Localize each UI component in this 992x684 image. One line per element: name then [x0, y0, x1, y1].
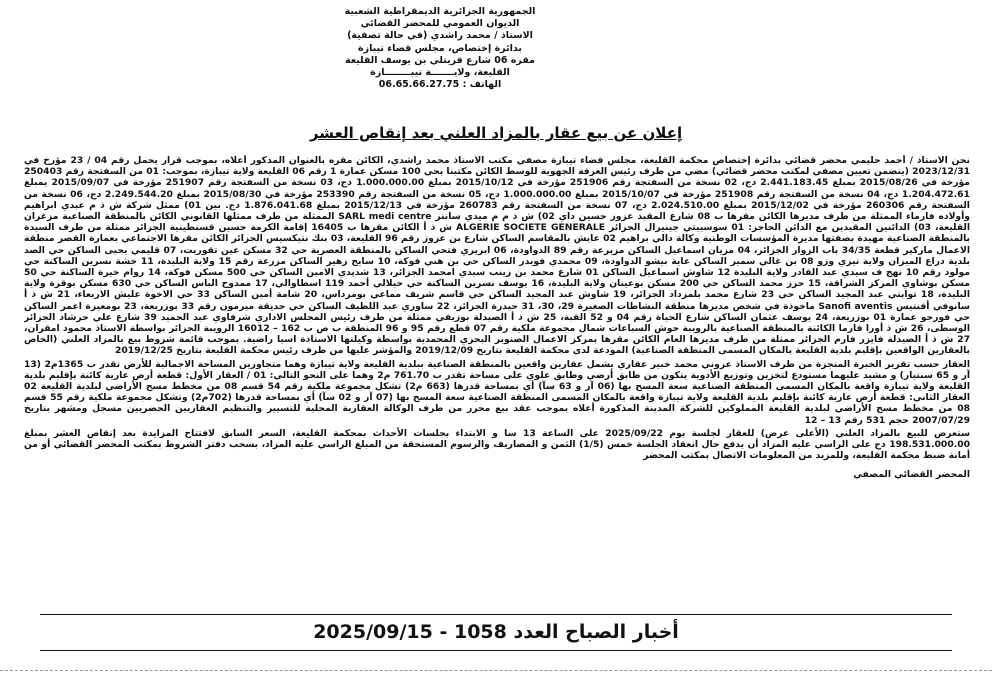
notice-paragraph-property: العقار حسب تقرير الخبرة المنجزة من طرف الاستاذ عزوني محمد خبير عقاري يشمل عقارين واقعين بالمنطقة الصناعية ببلدية القليعة ولاية تيبازة وهما متجاورين المساحة الاجمالية للأرض تقدر ب 1365م2 (13 آر و 65 سنتيار) و مشيد عليهما مستودع لتخزين وتوزيع الأدوية يتكون من طابق أرضي وطابق علوي على مساحة تقدر ب 761.70 م2 وهما على النحو التالي: 01 / العقار الأول: قطعة أرض عارية كائنة بإقليم بلدية القليعة ولاية تيبازة واقعة بالمكان المسمى المنطقة الصناعية سعة المسح بها (06 آر و 63 سآ) أي بمساحة قدرها (663 م2) تشكل مجموعة ملكية رقم 54 قسم 08 من مخطط مسح الأراضي لبلدية القليعة 02 العقار الثاني: قطعة أرض عارية كائنة بإقليم بلدية القليعة ولاية تيبازة واقعة بالمكان المسمى المنطقة الصناعية سعة المسح بها (07 آر و 02 سآ) أي بمساحة قدرها (702م2) وتشكل مجموعة ملكية رقم 55 قسم 08 من مخطط مسح الأراضي لبلدية القليعة المملوكين للشركة المدينة المذكورة أعلاه بموجب عقد بيع محرر من طرف الوكالة العقارية المحلية للتسيير والتنظيم العقاريين الحضريين مسجل ومشهر بتاريخ 2007/07/29 حجم 531 رقم 13 – 12: [24, 358, 970, 426]
notice-paragraph-parties: نحن الاستاذ / أحمد حليمي محضر قضائي بدائرة إختصاص محكمة القليعة، مجلس قضاء تيبازة مصفي مكتب الاستاذ محمد راشدي، الكائن مقره بالعنوان المذكور أعلاه، بموجب قرار يحمل رقم 04 / 23 مؤرخ في 2023/12/31 (يتضمن تعيين مصفي لمكتب محضر قضائي) مضي من طرف رئيس الغرفة الجهوية للوسط الكائن مكتبنا بحي 100 مسكن عمارة 1 رقم 06 القليعة ولاية تيبازة، بموجب: 01 من السفتجة رقم 250403 مؤرخة في 2015/08/26 بمبلغ 2.441.183.45 دج، 02 نسخة من السفتجة رقم 251906 مؤرخة في 2015/10/12 بمبلغ 1.000.000.00 دج، 03 نسخة من السفتجة رقم 251907 مؤرخة في 2015/09/07 بمبلغ 1.204.472.61 دج، 04 نسخة من السفتجة رقم 251908 مؤرخة في 2015/10/07 بمبلغ 1.000.000.00 دج، 05 نسخة من السفتجة رقم 253390 مؤرخة في 2015/08/30 بمبلغ 2.249.544.20 دج، 06 نسخة من السفتجة رقم 260306 مؤرخة في 2015/12/02 بمبلغ 2.024.510.00 دج، 07 نسخة من السفتجة رقم 260783 مؤرخة في 2015/12/13 بمبلغ 1.876.041.68 دج. بين 01) ممثل شركة ش ذ م عبدي ابراهيم وأولاده فارماء الممثلة من طرف مديرها الكائن مقرها ب 08 شارع المقيد عزوز حسين داي 02) ش ذ م م ميدي سانتر SARL medi centre الممثلة من طرف ممثلها القانوني الكائن بالمنطقة الصناعية مزغران القليعة، 03) الدائنين المقيدين مع الدائن الحاجز: 01 سوسييتي جينيرال الجزائر ALGERIE SOCIETE GENERALE ش ذ أ الكائن مقرها ب 16405 إقامة الكرمة حسين قسنطينية الجزائر ممثلة من طرف السيدة بالمنطقة الصناعية مهيدة بصفتها مديرة المؤسسات الوطنية وكالة دالي براهيم 02 عايش بالمقاسم الساكن شارع بن عزوز رقم 96 القليعة، 03 بنك نتيكسيس الجزائر الكائن مقرها الاجتماعي بعمارة القصر منطقة الاعمال ماركير قطعة 34/35 باب الزوار الجزائر، 04 مزيان اسماعيل الساكن مزيرعة رقم 89 الدواودة، 06 ابريري فتحي الساكن بالمنطقة العصرية حي 32 مسكن عين تقوريت، 07 قليمي يحيى الساكن حي الصد بلدية دراع الميزان ولاية تيزي وزو 08 بن غالي سمير الساكن عاية بيشو الدواودة، 09 محمدي فويدر الساكن حي بن هني فوكة، 10 سايح زهير الساكن مزرعة رقم 15 ولاية البليدة، 11 خشة نسرين الساكنة حي مولود رقم 10 نهج ف سيدي عبد القادر ولاية البليدة 12 شاوش اسماعيل الساكن 01 شارع محمد بن زينب سيدي امحمد الجزائر، 13 شديدي الامين الساكن حي 500 مسكن فوكة، 14 روام خيرة الساكنة حي 50 مسكن بوشاوي المركز الشراقة، 15 حرز محمد الساكن حي 200 مسكن بوعينان ولاية البليدة، 16 يوسف نسرين الساكنة حي حيلالي أحمد 119 اسطاوالي، 17 ممدوح الباس الساكن حي 630 مسكن بوقرة ولاية البليدة، 18 توابتي عبد المجيد الساكن حي 23 شارع محمد بلمزداد الجزائر، 19 شاوش عبد المجيد الساكن حي قاسم شريف مماعي بومرداس، 20 شامة أمين الساكن 33 حي الاخوة عليش الاربعاء، 21 ش ذ أ سانوفي أفنتيس Sanofi aventis ماخوذة في شخص مديرها منطقة النشاطات الصغيرة 29، 30، 31 حيدرة الجزائر، 22 ساوري عبد اللطيف الساكن حي حديقة ميرمون رقم 33 بوزريعة، 23 بومعيزة اعمر الساكن حي فورجو عمارة 01 بوزريعة، 24 يوسف عثمان الساكن شارع الحياة رقم 04 و 52 القبة، 25 ش ذ أ الصيدلة بوزيفي ممثلة من طرف رئيس المجلس الاداري شرفاوي عبد الحميد 39 شارع علي حرشاد الجزائر الوسطى، 26 ش ذ أورا فارما الكائنة بالمنطقة الصناعية بالرويبة حوش السباعات شمال مجموعة ملكية رقم 07 قطع رقم 95 و 96 المنطقة ب ص ب 162 – 16012 الرويبة الجزائر بواسطة الاستاذ محمود امقران، 27 ش ذ أ الصيدلة فايزر فارم الجزائر ممثلة من طرف مديرها العام الكائن مقرها بمركز الاعمال الصنوبر البحري المحمدية بواسطة وكيلتها الاستاذة اسيا راضية. بموجب قائمة شروط بيع بالمزاد العلني (الخاص بالعقارين الواقعين بإقليم بلدية القليعة بالمكان المسمى المنطقة الصناعية) المودعة لدى محكمة القليعة بتاريخ 2019/12/09 والمؤشر عليها من طرف رئيس محكمة القليعة بتاريخ 2019/12/25: [24, 155, 970, 357]
header-line: بدائرة إختصاص، مجلس قضاء تيبازة: [358, 42, 522, 54]
header-line: الجمهورية الجزائرية الديمقراطية الشعبية: [344, 6, 536, 17]
notice-paragraph-auction: ستعرض للبيع بالمزاد العلني (الأعلى عرض) للعقار لجلسة يوم 2025/09/22 على الساعة 13 سا و الابتداء بجلسات الأحداث بمحكمة القليعة، السعر السابق لافتتاح المزايدة بعد إنقاص العشر بمبلغ 198.531.000.00 دج على الراسي عليه المزاد أن يدفع حال انعقاد الجلسة خمس (1/5) الثمن و المصاريف والرسوم المستحقة من المبلغ الراسي عليه المزاد، بسحب دفتر الشروط بمكتب المحضر القضائي أو من أمانة ضبط محكمة القليعة، وللمزيد من المعلومات الاتصال بمكتب المحضر: [24, 427, 970, 462]
notice-title: إعلان عن بيع عقار بالمزاد العلني بعد إنقاص العشر: [309, 124, 683, 142]
footer-top-rule: [40, 614, 952, 615]
header-line: مقره 06 شارع قريتلي بن يوسف القليعة: [344, 54, 536, 66]
newspaper-issue-footer: أخبار الصباح العدد 1058 - 2025/09/15: [313, 621, 679, 643]
footer-bottom-rule: [40, 650, 952, 651]
header-line: الاستاذ / محمد راشدي (في حالة تصفية): [347, 30, 533, 42]
header-line: الديوان العمومي للمحضر القضائي: [360, 18, 520, 30]
notice-signature: المحضر القضائي المصفي: [853, 469, 970, 481]
header-phone: الهاتف : 06.65.66.27.75: [378, 79, 502, 91]
notice-body: [24, 155, 970, 610]
clipping-cut-edge: [0, 670, 992, 684]
bailiff-office-header: [300, 6, 580, 91]
header-line: القليعة، ولايـــــــة تيبــــــــازة: [370, 67, 510, 79]
